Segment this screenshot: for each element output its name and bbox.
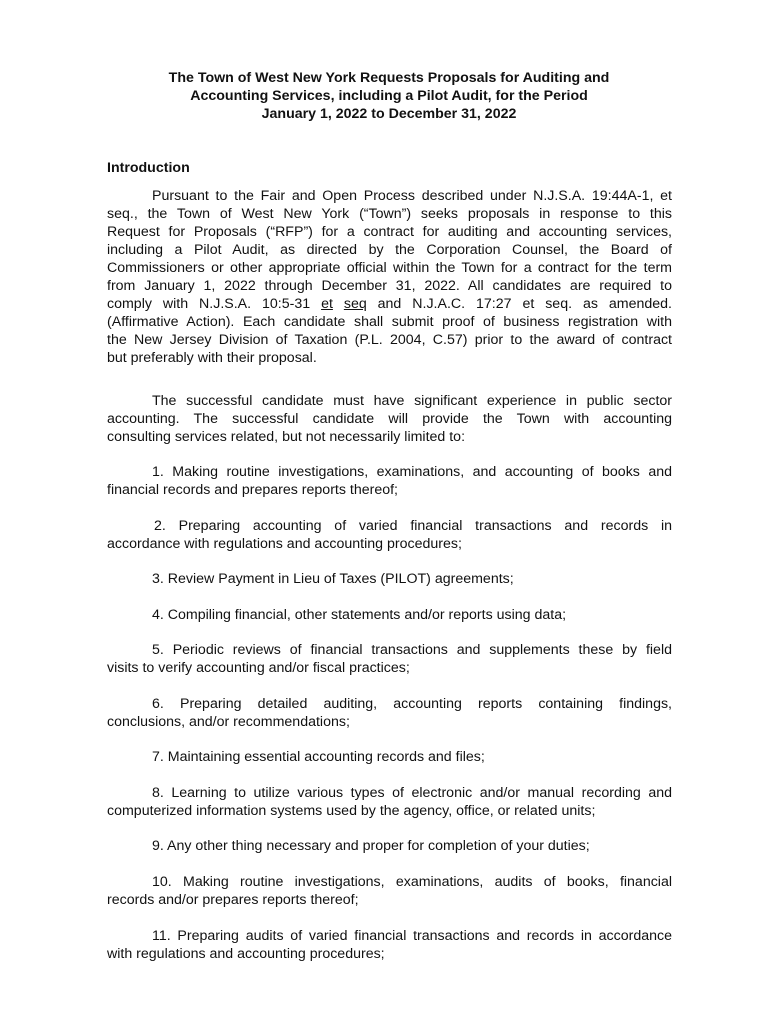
list-item (107, 695, 672, 731)
underlined-et: et (321, 296, 333, 312)
paragraph-line: consulting services related, but not necessarily limited to: (107, 429, 466, 445)
paragraph-line: Commissioners or other appropriate official within the Town for a contract for the term (107, 260, 672, 276)
document-title (0, 69, 770, 123)
list-item-line: records and/or prepares reports thereof; (107, 892, 359, 908)
title-line-2: Accounting Services, including a Pilot Audit, for the Period (190, 88, 588, 104)
paragraph-line: accounting. The successful candidate will provide the Town with accounting (107, 411, 672, 427)
list-item (107, 570, 672, 588)
list-item-line: accordance with regulations and accounting procedures; (107, 536, 462, 552)
list-item (107, 873, 672, 909)
list-item (107, 837, 672, 855)
paragraph-line: from January 1, 2022 through December 31, 2022. All candidates are required to (107, 278, 672, 294)
paragraph-line: Request for Proposals (“RFP”) for a contract for auditing and accounting services, (107, 224, 672, 240)
intro-paragraph-1 (107, 187, 672, 367)
paragraph-line: Pursuant to the Fair and Open Process described under N.J.S.A. 19:44A-1, et (152, 188, 672, 204)
introduction-heading: Introduction (107, 160, 190, 176)
paragraph-line (107, 295, 672, 313)
list-item-line: 9. Any other thing necessary and proper for completion of your duties; (152, 838, 590, 854)
list-item (107, 517, 672, 553)
title-line-3: January 1, 2022 to December 31, 2022 (261, 106, 517, 122)
list-item-line: 10. Making routine investigations, examinations, audits of books, financial (152, 874, 672, 890)
text-run: and N.J.A.C. 17:27 et seq. as amended. (366, 296, 672, 312)
list-item-line: visits to verify accounting and/or fiscal practices; (107, 660, 410, 676)
list-item (107, 748, 672, 766)
list-item-line: 11. Preparing audits of varied financial transactions and records in accordance (152, 928, 672, 944)
list-item-line: with regulations and accounting procedures; (107, 946, 385, 962)
list-item-line: 3. Review Payment in Lieu of Taxes (PILOT) agreements; (152, 571, 514, 587)
title-line-1: The Town of West New York Requests Proposals for Auditing and (168, 70, 610, 86)
underlined-seq: seq (343, 296, 367, 312)
paragraph-line: the New Jersey Division of Taxation (P.L. 2004, C.57) prior to the award of contract (107, 332, 672, 348)
list-item-line: financial records and prepares reports thereof; (107, 482, 399, 498)
paragraph-line: The successful candidate must have significant experience in public sector (152, 393, 672, 409)
paragraph-line: including a Pilot Audit, as directed by the Corporation Counsel, the Board of (107, 242, 672, 258)
list-item-line: computerized information systems used by the agency, office, or related units; (107, 803, 596, 819)
list-item-line: 4. Compiling financial, other statements and/or reports using data; (152, 607, 567, 623)
list-item-line: 6. Preparing detailed auditing, accounting reports containing findings, (152, 696, 672, 712)
intro-paragraph-2 (107, 392, 672, 446)
list-item-line: 7. Maintaining essential accounting records and files; (152, 749, 485, 765)
paragraph-line: (Affirmative Action). Each candidate shall submit proof of business registration with (107, 314, 672, 330)
paragraph-line: seq., the Town of West New York (“Town”) seeks proposals in response to this (107, 206, 672, 222)
list-item-line: 5. Periodic reviews of financial transactions and supplements these by field (152, 642, 672, 658)
list-item (107, 784, 672, 820)
list-item-line: 2. Preparing accounting of varied financial transactions and records in (154, 518, 672, 534)
list-item-line: 1. Making routine investigations, examinations, and accounting of books and (152, 464, 672, 480)
list-item (107, 463, 672, 499)
list-item-line: conclusions, and/or recommendations; (107, 714, 350, 730)
list-item (107, 606, 672, 624)
list-item (107, 641, 672, 677)
list-item (107, 927, 672, 963)
list-item-line: 8. Learning to utilize various types of electronic and/or manual recording and (152, 785, 672, 801)
text-run: comply with N.J.S.A. 10:5-31 (107, 296, 322, 312)
paragraph-line: but preferably with their proposal. (107, 350, 317, 366)
